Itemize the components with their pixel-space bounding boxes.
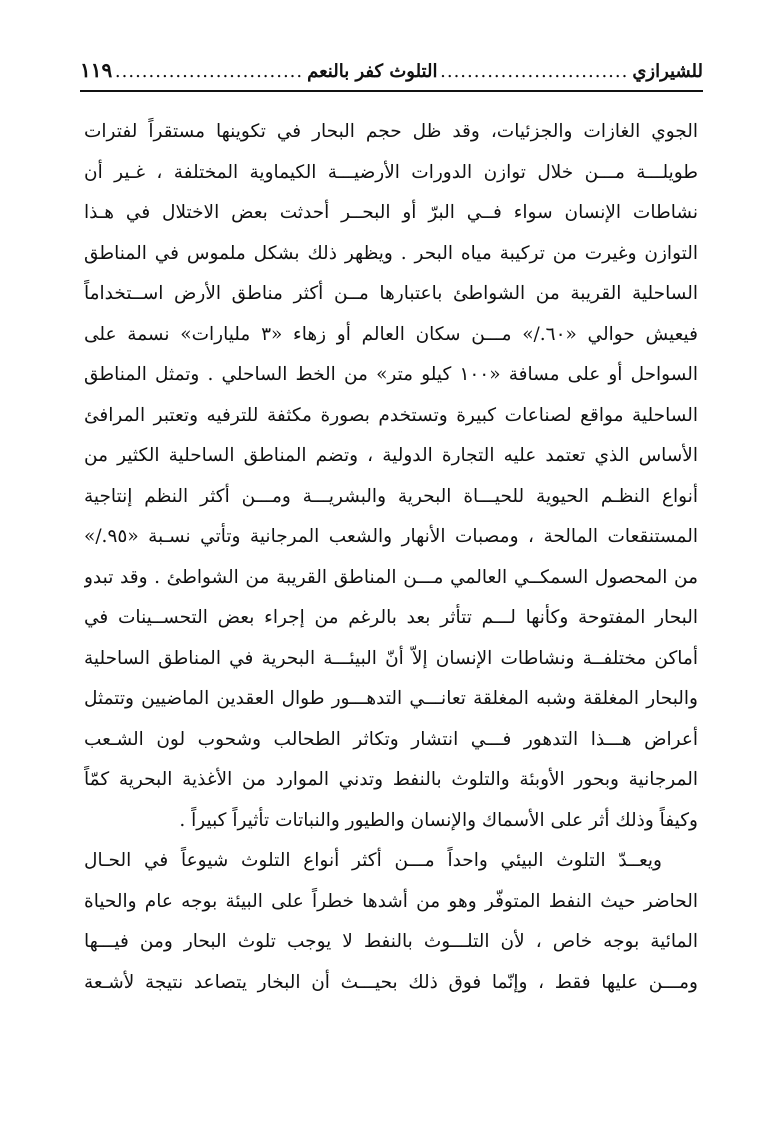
text-line: أعراض هـــذا التدهور فـــي انتشار وتكاثر الطحالب وشحوب لون الشـعب — [84, 728, 698, 750]
text-line: الساحلية القريبة من الشواطئ باعتبارها مــن أكثر مناطق الأرض اســتخداماً — [84, 283, 698, 304]
text-line: فيعيش حوالي «٦٠./» مـــن سكان العالم أو زهاء «٣ مليارات» نسمة على — [84, 323, 698, 345]
text-line: نشاطات الإنسان سواء فــي البرّ أو البحــر أحدثت بعض الاختلال في هـذا — [84, 202, 698, 223]
paragraph — [84, 841, 698, 1003]
text-line: والبحار المغلقة وشبه المغلقة تعانـــي التدهـــور طوال العقدين الماضيين وتتمثل — [84, 688, 698, 709]
text-line: أنواع النظـم الحيوية للحيـــاة البحرية والبشريـــة ومـــن أكثر النظم إنتاجية — [84, 485, 698, 507]
text-line: السواحل أو على مسافة «١٠٠ كيلو متر» من الخط الساحلي . وتمثل المناطق — [84, 364, 698, 385]
text-line: التوازن وغيرت من تركيبة مياه البحر . ويظهر ذلك بشكل ملموس في المناطق — [84, 242, 698, 264]
header-leader-dots — [441, 61, 628, 82]
text-line: الجوي الغازات والجزئيات، وقد ظل حجم البحار في تكوينها مستقراً لفترات — [84, 121, 698, 142]
text-line: البحار المفتوحة وكأنها لـــم تتأثر بعد بالرغم من إجراء بعض التحســينات في — [84, 607, 698, 628]
text-line: ومـــن عليها فقط ، وإنّما فوق ذلك بحيـــث أن البخار يتصاعد نتيجة لأشـعة — [84, 971, 698, 993]
text-line: الحاضر حيث النفط المتوفّر وهو من أشدها خطراً على البيئة بوجه عام والحياة — [84, 890, 698, 912]
text-line: المائية بوجه خاص ، لأن التلـــوث بالنفط لا يوجب تلوث البحار ومن فيـــها — [84, 931, 698, 952]
header-author: للشيرازي — [632, 61, 703, 82]
text-line: أماكن مختلفــة ونشاطات الإنسان إلاّ أنّ البيئـــة البحرية في المناطق الساحلية — [84, 647, 698, 669]
text-line: المرجانية وبحور الأوبئة والتلوث بالنفط وتدني الموارد من الأغذية البحرية كمّاً — [84, 769, 698, 790]
body-text — [84, 112, 698, 1003]
text-line: ويعــدّ التلوث البيئي واحداً مـــن أكثر أنواع التلوث شيوعاً في الحـال — [84, 850, 662, 871]
text-line: طويلـــة مـــن خلال توازن الدورات الأرضيـــة الكيماوية المختلفة ، غـير أن — [84, 161, 698, 183]
paragraph — [84, 112, 698, 841]
text-line: الأساس الذي تعتمد عليه التجارة الدولية ، وتضم المناطق الساحلية الكثير من — [84, 445, 698, 466]
text-line: وكيفاً وذلك أثر على الأسماك والإنسان والطيور والنباتات تأثيراً كبيراً . — [179, 809, 698, 831]
page-number: ١١٩ — [80, 58, 113, 82]
text-line: الساحلية مواقع لصناعات كبيرة وتستخدم بصورة مكثفة للترفيه وتعتبر المرافئ — [84, 404, 698, 426]
text-line: من المحصول السمكــي العالمي مـــن المناطق القريبة من الشواطئ . وقد تبدو — [84, 566, 698, 588]
header-title: التلوث كفر بالنعم — [307, 61, 438, 82]
header-rule — [80, 90, 703, 92]
running-header — [80, 58, 703, 90]
text-line: المستنقعات المالحة ، ومصبات الأنهار والشعب المرجانية وتأتي نسـبة «٩٥./» — [84, 526, 698, 547]
header-leader-dots — [116, 61, 303, 82]
